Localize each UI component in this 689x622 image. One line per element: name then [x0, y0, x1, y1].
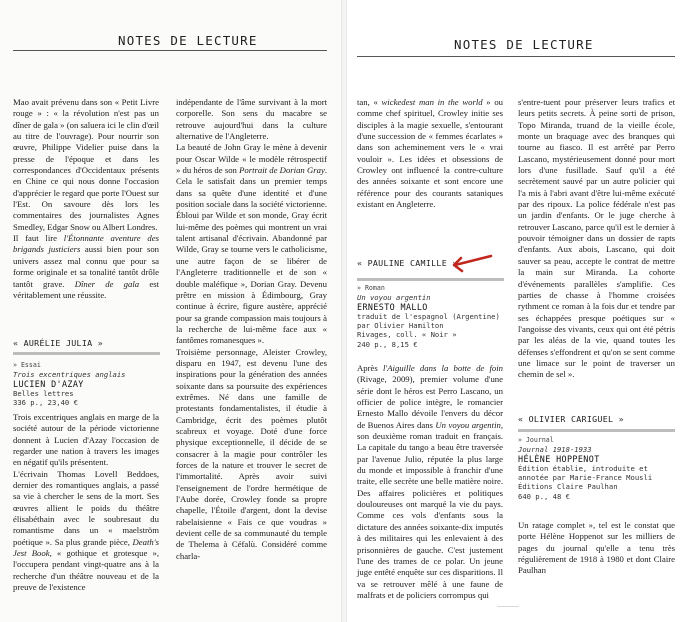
header-rule — [357, 56, 675, 57]
paragraph: indépendante de l'âme survivant à la mort corporelle. Son sens du macabre se retrouve aujourd'hui dans la culture alternative de l'Angleterre. — [176, 97, 327, 142]
paragraph: Trois excentriques anglais en marge de la société autour de la période victorienne donnent à Lucien d'Azay l'occasion de regarder une nation à travers les images en négatif qu'ils présentent. — [13, 412, 159, 468]
book-annotation: annotée par Marie-France Mousli — [518, 473, 653, 483]
book-edition: Édition établie, introduite et — [518, 463, 648, 473]
book-author: HÉLÈNE HOPPENOT — [518, 453, 600, 464]
paragraph: Il faut lire l'Étonnante aventure des brigands justiciers aussi bien pour son univers assez mal connu que pour sa forme originale et sa tonalité tantôt drôle tantôt grave. Dîner de gala est véritablement une réussite. — [13, 233, 160, 300]
paragraph: Après l'Aiguille dans la botte de foin (Rivage, 2009), premier volume d'une série dont le héros est Perro Lascano, un officier de police intègre, le romancier Ernesto Mallo dévoile l'envers du décor de Buenos Aires dans Un voyou argentin, son deuxième roman traduit en français. La capitale du tango a beau être traversée par l'avenue Julio, réputée la plus large du monde et impossible à franchir d'une traite, elle secrète une belle matière noire. Des affaires policières et politiques douloureuses ont marqué la vie du pays. Comme ces vols d'enfants sous la dictature des années soixante-dix imputés à des militaires qui les enlevaient à des prisonnières de gauche. C'est justement l'une des trames de ce polar. Un jeune juge entêté enquête sur ces disparitions. Il va se retrouver mêlé à une faune de malfrats et de policiers corrompus qui — [357, 363, 503, 600]
separator-rule — [13, 352, 160, 355]
left-page — [0, 0, 342, 622]
book-info — [357, 284, 500, 349]
book-info — [518, 436, 652, 501]
right-page — [347, 0, 689, 622]
right-column-2-bottom — [518, 520, 675, 577]
separator-rule — [518, 429, 675, 432]
paragraph: tan, « wickedest man in the world » ou comme chef spirituel, Crowley initie ses disciples à la magie sexuelle, s'entourant d'une succession de « femmes écarlates » dans son acheminement vers le « vrai vouloir ». Les idées et obsessions de Crowley ont influencé la contre-culture des années soixante et sont encore une référence pour des courants sataniques existant en Angleterre. — [357, 97, 503, 210]
right-column-1-top — [357, 97, 503, 210]
left-column-1 — [13, 97, 159, 301]
book-author: LUCIEN D'AZAY — [13, 378, 84, 389]
paragraph: L'écrivain Thomas Lovell Beddoes, dernier des romantiques anglais, a passé sa vie à chercher le sens de la mort. Ses œuvres allient le poids du théâtre élisabéthain avec le soubresaut du romantisme dans un « maelström poétique ». Sa plus grande pièce, Death's Jest Book, « gothique et grotesque », l'occupera pendant vingt-quatre ans à la recherche d'un théâtre nouveau et de la preuve de l'existence — [13, 468, 160, 593]
book-price: 336 p., 23,40 € — [13, 398, 78, 408]
header-rule — [13, 50, 327, 51]
book-price: 640 p., 48 € — [518, 491, 570, 501]
book-title: Journal 1918-1933 — [518, 445, 592, 455]
book-author: ERNESTO MALLO — [357, 301, 428, 312]
book-translator: par Olivier Hamilton — [357, 321, 444, 331]
book-rubric: » Journal — [518, 436, 554, 444]
book-publisher: Éditions Claire Paulhan — [518, 482, 618, 492]
paragraph: s'entre-tuent pour préserver leurs trafics et leurs petits secrets. À peine sorti de prison, Topo Miranda, truand de la vieille école, monte un braquage avec des branques qui tourne au fiasco. Il est arrêté par Perro Lascano, mystérieusement donné pour mort lors d'une fusillade. Sauf qu'il a été secrètement sauvé par un autre policier qui l'a mis à l'abri avant d'être lui-même exécuté par des ripoux. La police fédérale n'est pas un jardin d'enfants. Or le juge cherche à retrouver Lascano, parce qu'il est le dernier à pouvoir témoigner dans un dossier de rapts d'enfants. Aux abois, Lascano, qui doit sauver sa peau, accepte le contrat de mettre la main sur Miranda. La cohorte d'événements parallèles s'amplifie. Ces parties de chasse à l'homme croisées rythment ce roman à la fois dur et tendre par ses échappées presque poétiques sur « l'angoisse des vivants, ceux qui ont été pétris par les aléas de la vie, quand toutes les défenses s'effondrent et qu'on se sent comme une limace sur le point de traverser un chemin de sel ». — [518, 97, 675, 380]
right-page-header: NOTES DE LECTURE — [454, 37, 594, 52]
paragraph: Mao avait prévenu dans son « Petit Livre rouge » : « la révolution n'est pas un dîner de gala » (on saluera ici le clin d'œil au titre de l'ouvrage). Pour nourrir son œuvre, Philippe Videlier puise dans la presse de l'époque et dans les correspondances d'Occidentaux présents en Chine ce qui nous donne l'occasion d'apprécier le regard que porte l'Ouest sur l'Est. On savoure dès lors les commentaires des journalistes Agnes Smedley, Edgar Snow ou Albert Londres. — [13, 97, 159, 232]
book-publisher: Rivages, coll. « Noir » — [357, 330, 457, 340]
book-rubric: » Essai — [13, 361, 41, 369]
left-page-header: NOTES DE LECTURE — [118, 33, 258, 48]
book-title: Un voyou argentin — [357, 293, 431, 303]
separator-rule — [357, 278, 504, 281]
paragraph: Troisième personnage, Aleister Crowley, disparu en 1947, est devenu l'une des inspirations pour la génération des années soixante dans sa poursuite des expériences extrêmes. Né dans une famille de protestants fondamentalistes, il étudie à Cambridge, écrit des poèmes plutôt scabreux et voyage. Doté d'une force physique exceptionnelle, il décide de se consacrer à la magie pour contrôler les forces de la nature et trouver le secret de l'immortalité. Après avoir suivi l'enseignement de l'ordre hermétique de l'Aube dorée, Crowley fonde sa propre chapelle, l'Étoile d'argent, dont la devise rabelaisienne « Fais ce que voudras » devient celle de sa communauté du temple de Thelema à Céfalù. Considéré comme charla- — [176, 346, 327, 561]
book-info — [13, 361, 126, 407]
left-column-2 — [176, 97, 327, 562]
book-price: 240 p., 8,15 € — [357, 339, 418, 349]
paragraph: Un ratage complet », tel est le constat que porte Hélène Hoppenot sur les milliers de pages du journal qu'elle a tenu très régulièrement de 1918 à 1980 et dont Claire Paulhan — [518, 520, 675, 576]
book-publisher: Belles lettres — [13, 388, 74, 398]
left-column-1-bottom — [13, 412, 159, 594]
book-translation: traduit de l'espagnol (Argentine) — [357, 311, 500, 321]
red-arrow-icon — [449, 252, 493, 274]
book-rubric: » Roman — [357, 284, 385, 292]
signature: « AURÉLIE JULIA » — [13, 338, 104, 348]
footer-mark — [497, 606, 519, 607]
right-column-2 — [518, 97, 675, 381]
paragraph: La beauté de John Gray le mène à devenir pour Oscar Wilde « le modèle rétrospectif » du héros de son Portrait de Dorian Gray. Cela le satisfait dans un premier temps dans sa quête d'une identité et d'une position sociale dans la société victorienne. Ébloui par Wilde et son monde, Gray écrit lui-même des poèmes qui montrent un vrai talent artisanal d'écrivain. Abandonné par Wilde, Gray se tourne vers le catholicisme, une autre façon de se libérer de l'Angleterre traditionnelle et de son « double maléfique », Dorian Gray. Devenu prêtre en mission à Édimbourg, Gray continue à écrire, figure austère, apprécié pour sa grande compassion mais toujours à la recherche de lui-même face aux « fantômes romanesques ». — [176, 142, 327, 346]
signature: « PAULINE CAMILLE » — [357, 258, 458, 268]
book-title: Trois excentriques anglais — [13, 370, 126, 380]
signature: « OLIVIER CARIGUEL » — [518, 414, 624, 424]
right-column-1-bottom — [357, 363, 503, 601]
